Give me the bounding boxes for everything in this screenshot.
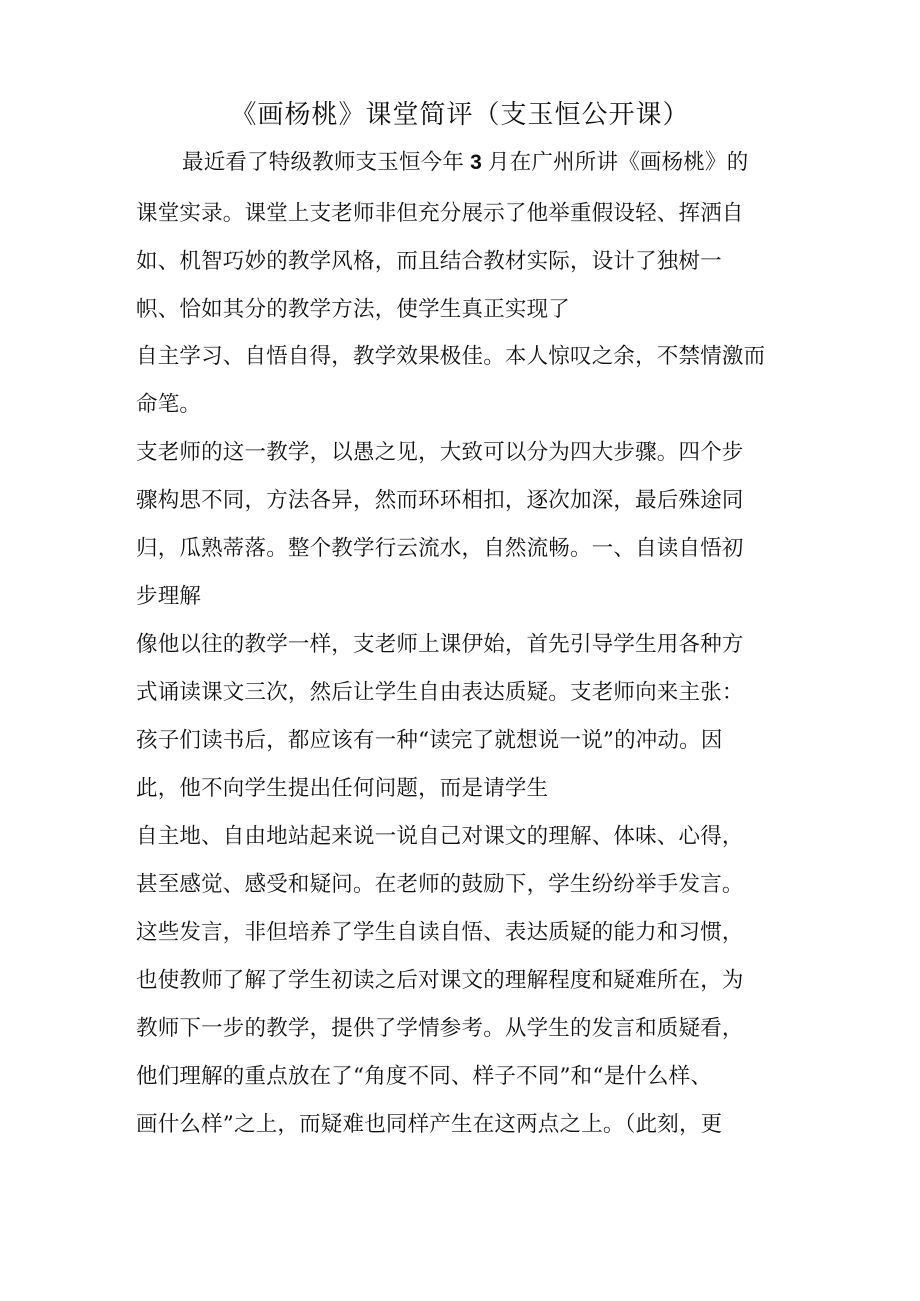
paragraph-line: 画什么样”之上，而疑难也同样产生在这两点之上。（此刻，更 [136, 1112, 723, 1137]
paragraph-line: 课堂实录。课堂上支老师非但充分展示了他举重假设轻、挥洒自 [136, 201, 744, 226]
paragraph-line: 自主学习、自悟自得，教学效果极佳。本人惊叹之余，不禁情激而 [136, 344, 766, 369]
paragraph-line: 命笔。 [136, 392, 202, 417]
paragraph-line: 帜、恰如其分的教学方法，使学生真正实现了 [136, 297, 571, 322]
paragraph-line: 这些发言，非但培养了学生自读自悟、表达质疑的能力和习惯， [136, 920, 744, 945]
paragraph-line: 像他以往的教学一样，支老师上课伊始，首先引导学生用各种方 [136, 632, 744, 657]
paragraph-line: 教师下一步的教学，提供了学情参考。从学生的发言和质疑看， [136, 1016, 744, 1041]
line-text-before-number: 最近看了特级教师支玉恒今年 [182, 150, 465, 175]
paragraph-line: 孩子们读书后，都应该有一种“读完了就想说一说”的冲动。因 [136, 728, 723, 753]
paragraph-line: 甚至感觉、感受和疑问。在老师的鼓励下，学生纷纷举手发言。 [136, 872, 744, 897]
paragraph-line: 此，他不向学生提出任何问题，而是请学生 [136, 776, 549, 801]
paragraph-line: 归，瓜熟蒂落。整个教学行云流水，自然流畅。一、自读自悟初 [136, 536, 744, 561]
month-number: 3 [470, 151, 482, 174]
page-title: 《画杨桃》课堂简评（支玉恒公开课） [230, 100, 690, 130]
paragraph-line [182, 148, 748, 178]
paragraph-line: 步理解 [136, 584, 202, 609]
paragraph-line: 式诵读课文三次，然后让学生自由表达质疑。支老师向来主张： [136, 680, 744, 705]
paragraph-line: 支老师的这一教学，以愚之见，大致可以分为四大步骤。四个步 [136, 440, 744, 465]
paragraph-line: 自主地、自由地站起来说一说自己对课文的理解、体味、心得， [136, 824, 744, 849]
paragraph-line: 骤构思不同，方法各异，然而环环相扣，逐次加深，最后殊途同 [136, 488, 744, 513]
line-text-after-number: 月在广州所讲《画杨桃》的 [488, 150, 749, 175]
paragraph-line: 他们理解的重点放在了“角度不同、样子不同”和“是什么样、 [136, 1064, 713, 1089]
paragraph-line: 如、机智巧妙的教学风格，而且结合教材实际，设计了独树一 [136, 249, 722, 274]
paragraph-line: 也使教师了解了学生初读之后对课文的理解程度和疑难所在，为 [136, 968, 744, 993]
